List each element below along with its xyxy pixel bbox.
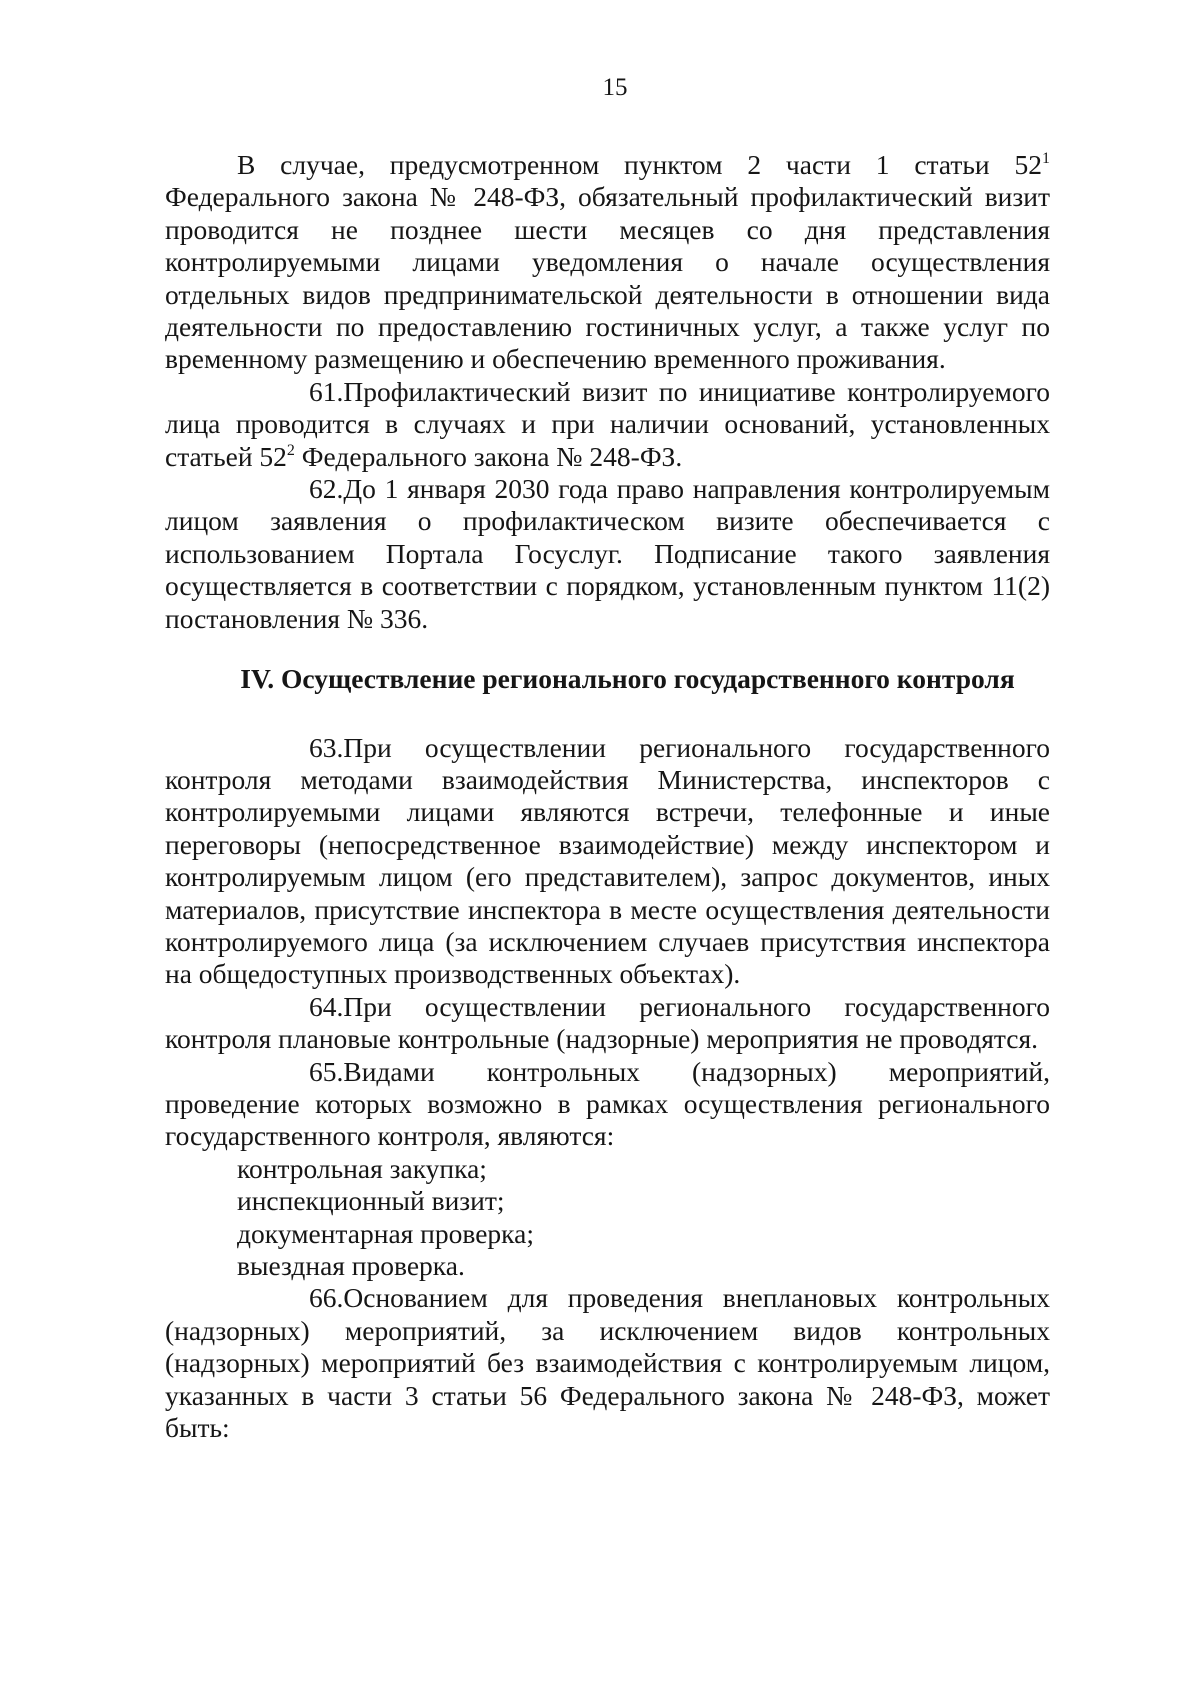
paragraph-text: При осуществлении регионального государственного контроля методами взаимодействия Министерства, инспекторов с контролируемыми лицами являются встречи, телефонные и иные переговоры (непосредственное взаимодействие) между инспектором и контролируемым лицом (его представителем), запрос документов, иных материалов, присутствие инспектора в месте осуществления деятельности контролируемого лица (за исключением случаев присутствия инспектора на общедоступных производственных объектах). xyxy=(165,731,1050,990)
paragraph-number: 61. xyxy=(309,375,344,407)
paragraph-text: Федерального закона № 248-ФЗ. xyxy=(294,440,683,472)
superscript: 2 xyxy=(286,441,295,459)
paragraph-60-continuation xyxy=(165,149,1050,376)
paragraph-text: При осуществлении регионального государственного контроля плановые контрольные (надзорные) мероприятия не проводятся. xyxy=(165,990,1050,1055)
document-body xyxy=(165,149,1050,1444)
paragraph-66 xyxy=(165,1282,1050,1444)
paragraph-number: 66. xyxy=(309,1282,344,1314)
superscript: 1 xyxy=(1042,150,1050,167)
paragraph-62 xyxy=(165,473,1050,635)
paragraph-number: 63. xyxy=(309,731,344,763)
paragraph-63 xyxy=(165,732,1050,991)
paragraph-number: 65. xyxy=(309,1055,344,1087)
paragraph-text: Федерального закона № 248-ФЗ, обязательный профилактический визит проводится не позднее шести месяцев со дня представления контролируемыми лицами уведомления о начале осуществления отдельных видов предпринимательской деятельности в отношении вида деятельности по предоставлению гостиничных услуг, а также услуг по временному размещению и обеспечению временного проживания. xyxy=(165,181,1050,375)
list-item: инспекционный визит; xyxy=(237,1185,505,1217)
paragraph-text: Основанием для проведения внеплановых контрольных (надзорных) мероприятий, за исключением видов контрольных (надзорных) мероприятий без взаимодействия с контролируемым лицом, указанных в части 3 статьи 56 Федерального закона № 248-ФЗ, может быть: xyxy=(165,1282,1050,1444)
page-number: 15 xyxy=(602,74,628,101)
paragraph-number: 64. xyxy=(309,990,344,1022)
paragraph-text: В случае, предусмотренном пунктом 2 части 1 статьи 52 xyxy=(237,149,1042,180)
paragraph-text: Видами контрольных (надзорных) мероприятий, проведение которых возможно в рамках осуществления регионального государственного контроля, являются: xyxy=(165,1055,1050,1152)
list-item: документарная проверка; xyxy=(237,1217,534,1249)
paragraph-61 xyxy=(165,376,1050,473)
list-item: контрольная закупка; xyxy=(237,1152,487,1184)
section-heading: IV. Осуществление регионального государственного контроля xyxy=(240,663,1015,695)
paragraph-text: Профилактический визит по инициативе контролируемого лица проводится в случаях и при наличии оснований, установленных статьей 52 xyxy=(165,375,1050,472)
paragraph-64 xyxy=(165,991,1050,1056)
paragraph-65 xyxy=(165,1056,1050,1153)
paragraph-text: До 1 января 2030 года право направления контролируемым лицом заявления о профилактическом визите обеспечивается с использованием Портала Госуслуг. Подписание такого заявления осуществляется в соответствии с порядком, установленным пунктом 11(2) постановления № 336. xyxy=(165,473,1050,634)
list-item: выездная проверка. xyxy=(237,1250,465,1281)
paragraph-number: 62. xyxy=(309,473,344,505)
